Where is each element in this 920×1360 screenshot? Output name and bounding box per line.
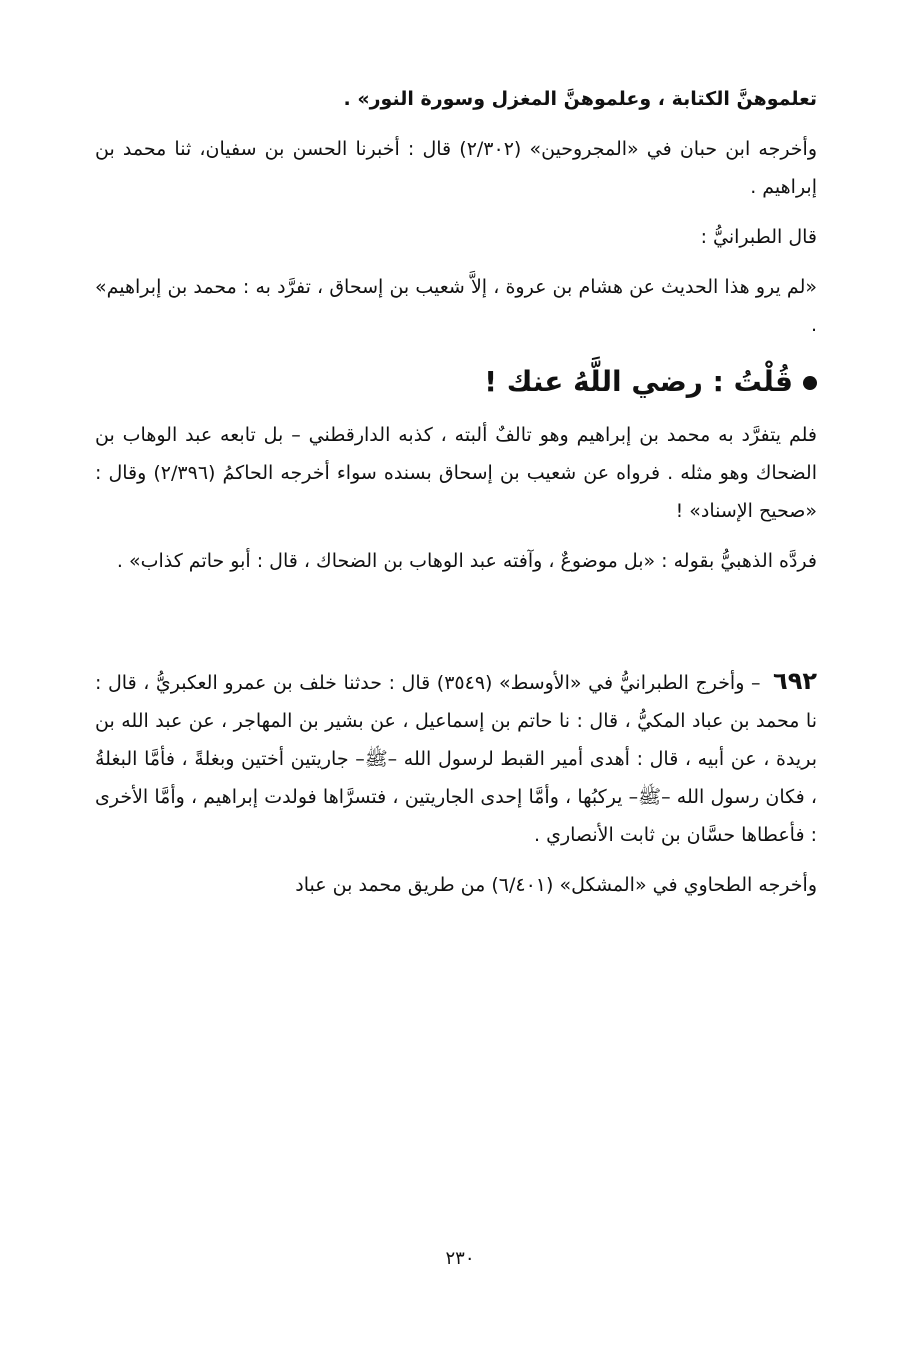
spacer [95, 592, 817, 662]
paragraph-7-text: – وأخرج الطبرانيُّ في «الأوسط» (٣٥٤٩) قال : حدثنا خلف بن عمرو العكبريُّ ، قال : نا محمد بن عباد المكيُّ ، قال : نا حاتم بن إسماعيل ، عن بشير بن المهاجر ، عن عبد الله بن بريدة ، عن أبيه ، قال : أهدى أمير القبط لرسول الله –ﷺ– جاريتين أختين وبغلةً ، فأمَّا البغلةُ ، فكان رسول الله –ﷺ– يركبُها ، وأمَّا إحدى الجاريتين ، فتسرَّاها فولدت إبراهيم ، وأمَّا الأخرى : فأعطاها حسَّان بن ثابت الأنصاري . [95, 672, 817, 846]
page-number: ٢٣٠ [445, 1248, 475, 1269]
hadith-number: ٦٩٢ [773, 667, 817, 695]
page-body [95, 80, 817, 916]
heading-text: قُلْتُ : رضي اللَّهُ عنك ! [484, 365, 793, 398]
paragraph-3: قال الطبرانيُّ : [700, 226, 817, 248]
bullet-icon [803, 376, 817, 390]
paragraph-2: وأخرجه ابن حبان في «المجروحين» (٢/٣٠٢) قال : أخبرنا الحسن بن سفيان، ثنا محمد بن إبراهيم . [95, 138, 817, 198]
paragraph-4: «لم يرو هذا الحديث عن هشام بن عروة ، إلاَّ شعيب بن إسحاق ، تفرَّد به : محمد بن إبراهيم» . [95, 276, 817, 336]
paragraph-1: تعلموهنَّ الكتابة ، وعلموهنَّ المغزل وسورة النور» . [343, 88, 817, 110]
paragraph-8: وأخرجه الطحاوي في «المشكل» (٦/٤٠١) من طريق محمد بن عباد [295, 874, 817, 896]
paragraph-7 [95, 662, 817, 854]
paragraph-6: فردَّه الذهبيُّ بقوله : «بل موضوعٌ ، وآفته عبد الوهاب بن الضحاك ، قال : أبو حاتم كذاب» . [116, 550, 817, 572]
paragraph-5: فلم يتفرَّد به محمد بن إبراهيم وهو تالفٌ ألبته ، كذبه الدارقطني – بل تابعه عبد الوهاب بن الضحاك وهو مثله . فرواه عن شعيب بن إسحاق بسنده سواء أخرجه الحاكمُ (٢/٣٩٦) وقال : «صحيح الإسناد» ! [95, 424, 818, 522]
section-heading [95, 356, 817, 408]
